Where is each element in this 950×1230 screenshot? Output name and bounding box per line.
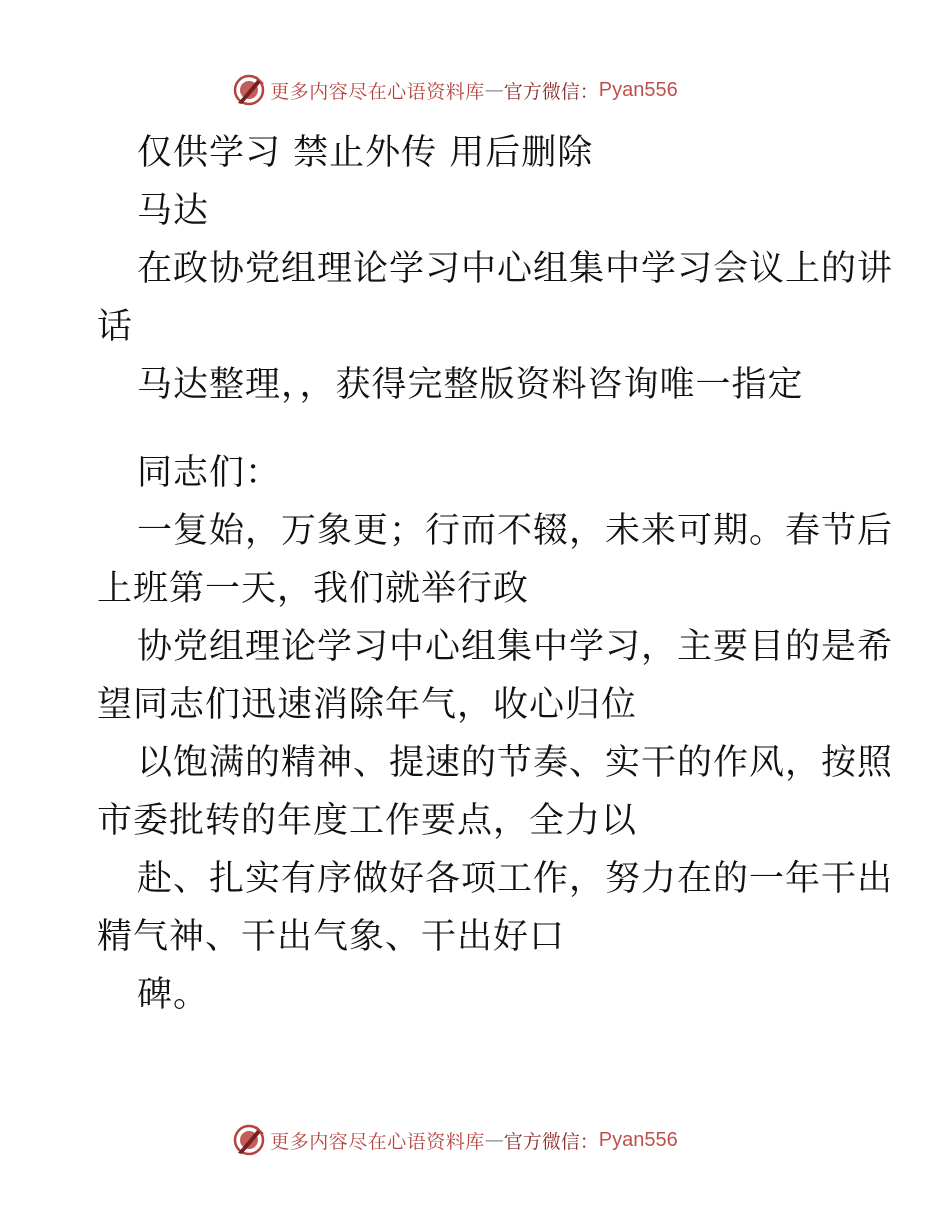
footer-watermark bbox=[0, 1120, 950, 1160]
paragraph-1-line-1: 一复始，万象更；行而不辍，未来可期。春节后 bbox=[137, 511, 894, 551]
watermark-text: 更多内容尽在心语资料库 bbox=[270, 1130, 485, 1153]
paragraph-4-line-1: 赴、扎实有序做好各项工作，努力在的一年干出 bbox=[137, 859, 894, 899]
watermark-separator: — bbox=[484, 1129, 504, 1151]
paragraph-gap bbox=[97, 414, 857, 444]
title-line-1: 在政协党组理论学习中心组集中学习会议上的讲 bbox=[137, 249, 894, 289]
watermark-wechat-id: Pyan556 bbox=[598, 78, 678, 101]
watermark-wechat-label: 官方微信： bbox=[503, 1130, 599, 1153]
paragraph-2-line-2: 望同志们迅速消除年气，收心归位 bbox=[97, 685, 638, 725]
paragraph-4-line-2: 精气神、干出气象、干出好口 bbox=[97, 917, 566, 957]
watermark-separator: — bbox=[484, 79, 504, 101]
compiler-note: 马达整理，，获得完整版资料咨询唯一指定 bbox=[137, 365, 804, 405]
document-body bbox=[97, 124, 894, 1024]
paragraph-1-line-2: 上班第一天，我们就举行政 bbox=[97, 569, 530, 609]
watermark-text: 更多内容尽在心语资料库 bbox=[270, 80, 485, 103]
paragraph-2-line-1: 协党组理论学习中心组集中学习，主要目的是希 bbox=[137, 627, 894, 667]
quill-pen-seal-icon bbox=[232, 1123, 266, 1157]
author-line: 马达 bbox=[137, 191, 210, 231]
salutation: 同志们： bbox=[137, 453, 282, 493]
notice-line: 仅供学习 禁止外传 用后删除 bbox=[137, 133, 594, 173]
title-line-2: 话 bbox=[97, 307, 134, 347]
paragraph-3-line-2: 市委批转的年度工作要点，全力以 bbox=[97, 801, 638, 841]
paragraph-5-line-1: 碑。 bbox=[137, 975, 210, 1015]
paragraph-3-line-1: 以饱满的精神、提速的节奏、实干的作风，按照 bbox=[137, 743, 894, 783]
watermark-wechat-label: 官方微信： bbox=[503, 80, 599, 103]
quill-pen-seal-icon bbox=[232, 73, 266, 107]
watermark-wechat-id: Pyan556 bbox=[598, 1128, 678, 1151]
header-watermark bbox=[0, 70, 950, 110]
